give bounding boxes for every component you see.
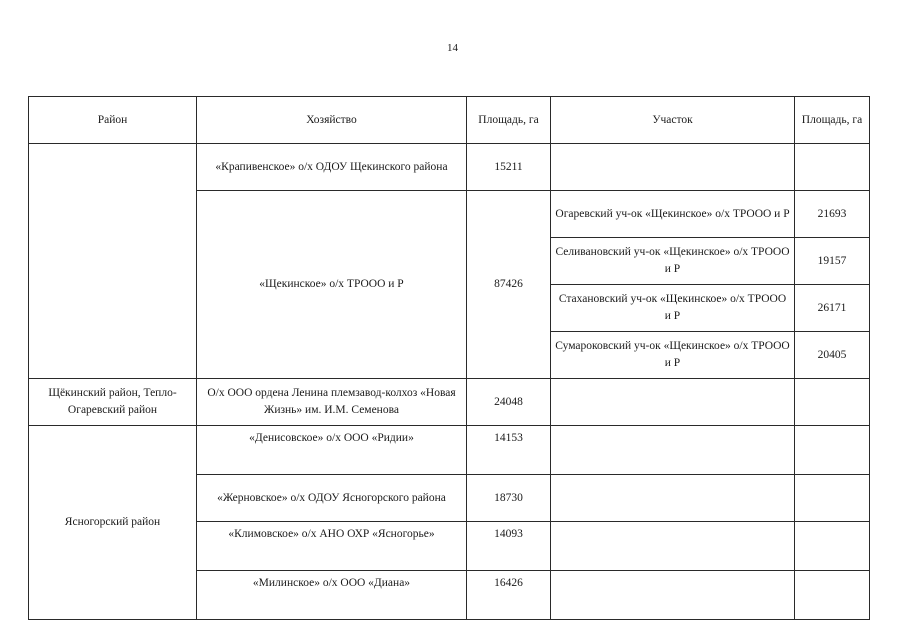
district-cell (29, 144, 197, 379)
header-farm: Хозяйство (197, 97, 467, 144)
farm-cell: «Милинское» о/х ООО «Диана» (197, 571, 467, 620)
area-cell: 14093 (467, 522, 551, 571)
area-cell: 18730 (467, 475, 551, 522)
farm-cell: «Климовское» о/х АНО ОХР «Ясногорье» (197, 522, 467, 571)
area-cell: 14153 (467, 426, 551, 475)
page-number: 14 (447, 42, 458, 54)
plot-area-cell: 19157 (795, 238, 870, 285)
farm-cell: «Жерновское» о/х ОДОУ Ясногорского района (197, 475, 467, 522)
area-cell: 87426 (467, 191, 551, 379)
plot-area-cell (795, 475, 870, 522)
table-row (29, 144, 870, 191)
plot-cell: Огаревский уч-ок «Щекинское» о/х ТРООО и Р (551, 191, 795, 238)
plot-cell: Селивановский уч-ок «Щекинское» о/х ТРООО и Р (551, 238, 795, 285)
plot-area-cell (795, 522, 870, 571)
farm-cell: «Крапивенское» о/х ОДОУ Щекинского района (197, 144, 467, 191)
plot-area-cell: 20405 (795, 332, 870, 379)
plot-cell (551, 522, 795, 571)
farm-cell: «Щекинское» о/х ТРООО и Р (197, 191, 467, 379)
farm-cell: О/х ООО ордена Ленина племзавод-колхоз «Новая Жизнь» им. И.М. Семенова (197, 379, 467, 426)
plot-cell (551, 475, 795, 522)
area-cell: 24048 (467, 379, 551, 426)
district-cell: Ясногорский район (29, 426, 197, 620)
plot-area-cell (795, 426, 870, 475)
table-row (29, 379, 870, 426)
header-district: Район (29, 97, 197, 144)
hunting-farms-table (28, 96, 870, 620)
plot-cell (551, 571, 795, 620)
header-area: Площадь, га (467, 97, 551, 144)
farm-cell: «Денисовское» о/х ООО «Ридии» (197, 426, 467, 475)
header-plot-area: Площадь, га (795, 97, 870, 144)
plot-area-cell (795, 571, 870, 620)
plot-area-cell (795, 379, 870, 426)
plot-area-cell (795, 144, 870, 191)
plot-cell: Стахановский уч-ок «Щекинское» о/х ТРООО и Р (551, 285, 795, 332)
area-cell: 15211 (467, 144, 551, 191)
plot-cell (551, 426, 795, 475)
plot-area-cell: 21693 (795, 191, 870, 238)
plot-area-cell: 26171 (795, 285, 870, 332)
plot-cell (551, 379, 795, 426)
table-row (29, 426, 870, 475)
district-cell: Щёкинский район, Тепло-Огаревский район (29, 379, 197, 426)
plot-cell: Сумароковский уч-ок «Щекинское» о/х ТРООО и Р (551, 332, 795, 379)
plot-cell (551, 144, 795, 191)
header-plot: Участок (551, 97, 795, 144)
table-header-row (29, 97, 870, 144)
area-cell: 16426 (467, 571, 551, 620)
